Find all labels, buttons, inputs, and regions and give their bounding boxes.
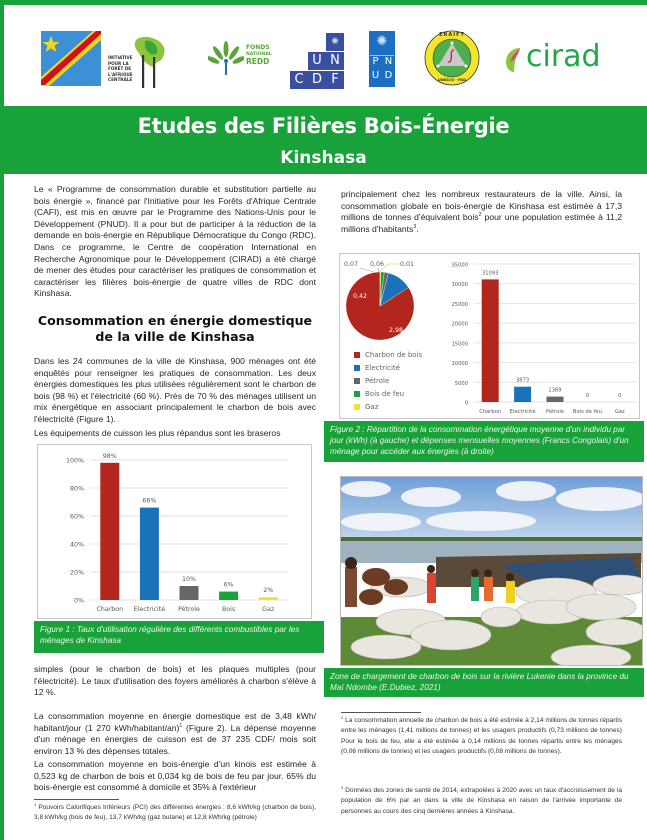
- figure-1-bar-chart: [38, 445, 311, 618]
- footnote-ref-3: 3: [413, 223, 417, 230]
- footnote-2-number: 2: [341, 714, 344, 720]
- partner-logos: [4, 5, 647, 107]
- legend-item: [354, 364, 400, 372]
- x-tick-label: Charbon: [479, 409, 502, 415]
- y-tick-label: 60%: [70, 513, 84, 521]
- data-label: 98%: [102, 452, 117, 460]
- paragraph-6-text-c: .: [416, 223, 419, 234]
- legend-label: Gaz: [365, 403, 379, 411]
- uncdf-letter-u: U: [308, 52, 326, 70]
- pnud-letter-p: P: [372, 56, 379, 67]
- data-label: 0: [585, 393, 590, 399]
- tree-icon: [133, 35, 169, 90]
- pie-data-label: 0,07: [344, 261, 359, 268]
- data-label: 2%: [263, 587, 274, 595]
- uncdf-letter-c: C: [290, 71, 308, 89]
- paragraph-4-text-a: La consommation moyenne en énergie domestique est de 3,48 kWh/ habitant/jour (1 270 kWh/habitant/an): [34, 711, 316, 733]
- uncdf-letter-d: D: [308, 71, 326, 89]
- x-tick-label: Gaz: [262, 606, 275, 613]
- drc-flag-logo: [41, 31, 101, 86]
- footnote-divider-left: [34, 799, 119, 800]
- legend-item: [354, 377, 389, 385]
- photo-caption: Zone de chargement de charbon de bois sur la rivière Lukenie dans la province du Maï Ndombe (E.Dubiez, 2021): [324, 668, 644, 697]
- footnote-1-text: Pouvoirs Calorifiques Inférieurs (PCI) des différentes énergies : 8,6 kWh/kg (charbon de bois), 3,8 kWh/kg (bois de feu), 13,7 kWh/kg (gaz butane) et 12,8 kWh/kg (pétrole): [34, 804, 316, 822]
- paragraph-6-text-b: pour une population estimée à 11,2 millions d'habitants: [341, 212, 622, 234]
- paragraph-6-text-a: principalement chez les nombreux restaurateurs de la ville. Ainsi, la consommation globale en bois-énergie de Kinshasa est estimée à 17,3 millions de tonnes d'équivalent bois: [341, 189, 622, 223]
- fonds-text: FONDS: [246, 44, 270, 51]
- y-tick-label: 5000: [454, 380, 468, 387]
- y-tick-label: 15000: [451, 341, 468, 348]
- bar-electricité: [140, 508, 159, 600]
- bar-electricité: [514, 387, 531, 402]
- uncdf-letter-f: F: [326, 71, 344, 89]
- un-emblem-icon: ✺: [326, 33, 344, 51]
- footnote-3: [341, 786, 622, 817]
- x-tick-label: Electricité: [509, 409, 536, 415]
- document-title: Etudes des Filières Bois-Énergie: [137, 114, 510, 138]
- cirad-wordmark: cirad: [526, 39, 601, 74]
- data-label: 66%: [142, 497, 157, 505]
- title-banner: [0, 106, 647, 174]
- legend-label: Charbon de bois: [365, 351, 423, 359]
- charcoal-loading-photo: [340, 476, 643, 666]
- footnote-2-text: La consommation annuelle de charbon de bois a été estimée à 2,14 millions de tonnes répartis entre les ménages (1,41 millions de tonnes) et les usagers productifs (0,73 millions de tonnes) Pour le bois de feu, elle a été estimée à 0,14 millions de tonnes répartis entre les ménages (0,06 millions de tonnes) et les usagers productifs (0,08 millions de tonnes).: [341, 717, 622, 756]
- footnote-1: [34, 803, 316, 824]
- y-tick-label: 20000: [451, 321, 468, 328]
- pnud-logo: [369, 31, 395, 87]
- y-tick-label: 80%: [70, 485, 84, 493]
- footnote-2: [341, 716, 622, 758]
- bar-gaz: [259, 597, 278, 600]
- section-paragraph-2: Les équipements de cuisson les plus répandus sont les braseros: [34, 428, 281, 438]
- data-label: 3873: [515, 377, 530, 384]
- fonds-national-redd-logo: [208, 41, 288, 77]
- document-subtitle: Kinshasa: [280, 148, 367, 168]
- data-label: 0: [618, 393, 622, 399]
- section-paragraph-4: [34, 711, 316, 757]
- figure-2-caption: Figure 2 : Répartition de la consommation énergétique moyenne d'un individu par jour (kWh) (à gauche) et dépenses mensuelles moyennes (Francs Congolais) d'un ménage pour accéder aux énergies (à droite): [324, 421, 644, 462]
- y-tick-label: 25000: [451, 301, 468, 308]
- y-tick-label: 40%: [70, 541, 84, 549]
- legend-swatch: [354, 391, 360, 397]
- pie-data-label: 0,42: [352, 293, 368, 300]
- pnud-letter-d: D: [384, 70, 393, 81]
- footnote-1-number: 1: [34, 801, 37, 807]
- leaf-tree-icon: [208, 41, 244, 77]
- pie-data-label: 2,98: [388, 327, 404, 334]
- section-paragraph-5: La consommation moyenne en bois-énergie d'un kinois est estimée à 0,523 kg de charbon de bois et 0,034 kg de bois de feu par jour. 65% du bois-énergie est consommé à domicile et 35% à l'extérieur: [34, 759, 316, 793]
- section-paragraph-6: [341, 189, 622, 235]
- eraift-top-text: ERAIFT: [439, 32, 465, 38]
- y-tick-label: 100%: [65, 457, 84, 465]
- y-tick-label: 30000: [451, 282, 468, 289]
- legend-swatch: [354, 352, 360, 358]
- redd-text: REDD: [246, 57, 270, 66]
- pnud-letter-n: N: [384, 56, 393, 67]
- legend-item: [354, 403, 378, 411]
- bar-pétrole: [180, 586, 199, 600]
- footnote-ref-1: 1: [179, 722, 183, 729]
- river-port-photo-illustration: [341, 477, 643, 666]
- cirad-logo: [504, 39, 614, 79]
- eraift-logo: [424, 30, 480, 86]
- data-label: 6%: [223, 581, 234, 589]
- figure-1-caption: Figure 1 : Taux d'utilisation régulière des différents combustibles par les ménages de Kinshasa: [34, 621, 324, 653]
- section-paragraph-1: Dans les 24 communes de la ville de Kinshasa, 900 ménages ont été enquêtés pour renseigner les pratiques de consommation. Les deux énergies domestiques les plus utilisées régulièrement sont le charbon de bois (98 %) et l'électricité (60 %). Près de 70 % des ménages utilisent un mix énergétique en associant principalement le charbon de bois avec l'électricité (Figure 1).: [34, 356, 316, 424]
- bar-pétrole: [547, 397, 564, 402]
- y-tick-label: 0%: [74, 597, 84, 605]
- legend-item: [354, 351, 422, 359]
- paragraph-4-text-b: (Figure 2). La dépense moyenne d'un ménage en énergies de cuisson est de 37 235 CDF/ mois soit environ 13 % des dépenses totales.: [34, 722, 316, 756]
- cafi-logo: [108, 35, 173, 90]
- uncdf-letter-n: N: [326, 52, 344, 70]
- cafi-logo-text: INITIATIVE POUR LA FORÊT DE L'AFRIQUE CENTRALE: [108, 55, 133, 82]
- y-tick-label: 20%: [70, 569, 84, 577]
- legend-item: [354, 390, 404, 398]
- y-tick-label: 35000: [451, 262, 468, 269]
- section-paragraph-3: simples (pour le charbon de bois) et les plaques multiples (pour l'électricité). Le taux d'utilisation des foyers améliorés à charbon s'élève à 12 %.: [34, 664, 316, 698]
- bar-charbon: [482, 279, 499, 402]
- pie-legend: [340, 254, 445, 418]
- y-tick-label: 0: [464, 400, 468, 407]
- un-emblem-icon: ✺: [376, 34, 388, 49]
- x-tick-label: Pétrole: [178, 606, 200, 613]
- x-tick-label: Gaz: [614, 409, 625, 415]
- footnote-3-text: Données des zones de santé de 2014, extrapolées à 2020 avec un taux d'accroissement de la population de 6% par an dans la ville de Kinshasa en raison de l'arrivée importante de personnes au cours des cinq dernières années à Kinshasa.: [341, 787, 622, 815]
- legend-label: Electricité: [365, 364, 400, 372]
- national-text: NATIONAL: [246, 51, 272, 57]
- bar-bois: [219, 592, 238, 600]
- figure-2-charts: [339, 253, 640, 419]
- legend-swatch: [354, 365, 360, 371]
- x-tick-label: Bois de feu: [572, 409, 602, 415]
- footnote-3-number: 3: [341, 784, 344, 790]
- legend-swatch: [354, 378, 360, 384]
- x-tick-label: Electricité: [133, 606, 166, 613]
- pie-data-label: 0,01: [400, 261, 415, 268]
- pnud-letter-u: U: [371, 70, 380, 81]
- intro-paragraph: Le « Programme de consommation durable et substitution partielle au bois énergie », financé par l'Initiative pour les Forêts d'Afrique Centrale (CAFI), est mis en œuvre par le Programme des Nations-Unis pour le Développement (PNUD). Il a pour but de participer à la réduction de la demande en bois-énergie en République Démocratique du Congo (RDC). Dans ce programme, le Centre de coopération International en Recherche Agronomique pour le Développement (CIRAD) a été chargé de mener des études pour caractériser les pratiques de consommation et caractériser les filières bois-énergie de quatre villes de RDC dont Kinshasa.: [34, 184, 316, 299]
- figure-2-bar-chart: [444, 254, 639, 418]
- legend-swatch: [354, 404, 360, 410]
- footnote-divider-right: [341, 712, 421, 713]
- x-tick-label: Bois: [221, 606, 236, 613]
- y-tick-label: 10000: [451, 361, 468, 368]
- figure-1-chart: [37, 444, 312, 619]
- cirad-leaf-icon: [504, 46, 522, 74]
- data-label: 31093: [481, 270, 499, 277]
- legend-label: Pétrole: [365, 377, 390, 385]
- footnote-ref-2: 2: [478, 212, 482, 219]
- section-heading: Consommation en énergie domestique de la ville de Kinshasa: [37, 313, 313, 344]
- legend-label: Bois de feu: [365, 390, 405, 398]
- x-tick-label: Charbon: [96, 606, 124, 613]
- uncdf-logo: [289, 33, 345, 89]
- pie-data-label: 0,06: [370, 261, 385, 268]
- data-label: 10%: [182, 576, 196, 583]
- x-tick-label: Pétrole: [546, 409, 564, 415]
- bar-charbon: [100, 463, 119, 600]
- data-label: 1369: [548, 387, 562, 394]
- eraift-bottom-text: UNESCO - PAD: [438, 78, 466, 82]
